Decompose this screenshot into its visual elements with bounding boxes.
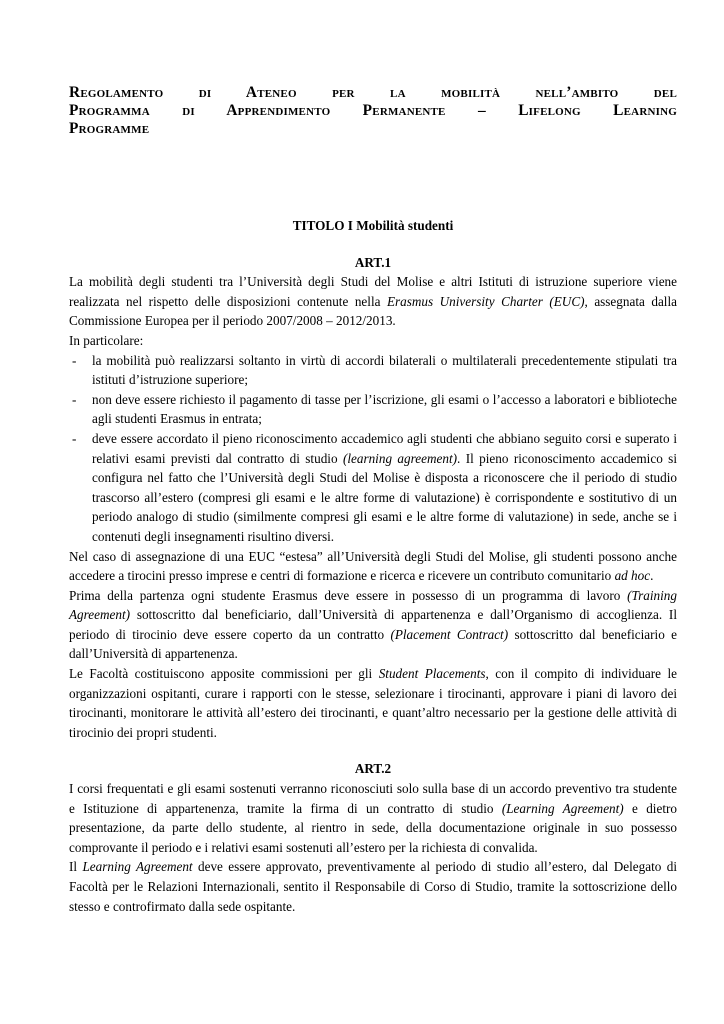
dash-bullet: - — [72, 391, 77, 407]
dash-bullet: - — [72, 352, 77, 368]
title-line-2: Programma di Apprendimento Permanente – Lifelong Learning — [69, 102, 677, 119]
art2-paragraph-2: Il Learning Agreement deve essere approvato, preventivamente al periodo di studio all’estero, dal Delegato di Facoltà per le Relazioni Internazionali, sentito il Responsabile di Corso di Studio, tramite la sottoscrizione dello stesso e controfirmato dalla sede ospitante. — [69, 859, 677, 914]
art1-paragraph-euc: Nel caso di assegnazione di una EUC “estesa” all’Università degli Studi del Molise, gli studenti possono anche accedere a tirocini presso imprese e centri di formazione e ricerca e ricevere un contributo comunitario ad hoc. — [69, 548, 677, 584]
list-item: - la mobilità può realizzarsi soltanto in virtù di accordi bilaterali o multilaterali precedentemente stipulati tra istituti d’istruzione superiore; — [72, 352, 677, 388]
section-title: TITOLO I Mobilità studenti — [292, 218, 454, 233]
document-page — [69, 84, 677, 916]
art1-paragraph-placements: Le Facoltà costituiscono apposite commissioni per gli Student Placements, con il compito di individuare le organizzazioni ospitanti, curare i rapporti con le stesse, selezionare i tirocinanti, approvare i piani di lavoro dei tirocinanti, monitorare le attività all’estero dei tirocinanti, e quant’altro necessario per la gestione delle attività di tirocinio dei propri studenti. — [69, 666, 678, 740]
list-item: - non deve essere richiesto il pagamento di tasse per l’iscrizione, gli esami o l’accesso a laboratori e biblioteche agli studenti Erasmus in entrata; — [72, 391, 677, 427]
title-line-1: Regolamento di Ateneo per la mobilità nell’ambito del — [69, 84, 677, 101]
art1-in-particolare: In particolare: — [69, 332, 144, 348]
art1-list — [69, 351, 677, 547]
list-item: - deve essere accordato il pieno riconoscimento accademico agli studenti che abbiano seguito corsi e superato i relativi esami previsti dal contratto di studio (learning agreement). Il pieno riconoscimento accademico si configura nel fatto che l’Università degli Studi del Molise è disposta a riconoscere che il periodo di studio trascorso all’estero (compresi gli esami e le altre forme di valutazione) è corrispondente e sostitutivo di un periodo analogo di studio (similmente compresi gli esami e le altre forme di valutazione) in sede, anche se i contenuti degli insegnamenti risultino diversi. — [72, 430, 677, 544]
document-title — [69, 84, 677, 138]
title-line-3: Programme — [69, 120, 150, 137]
art1-paragraph-training: Prima della partenza ogni studente Erasmus deve essere in possesso di un programma di lavoro (Training Agreement) sottoscritto dal beneficiario, dall’Università di appartenenza e dall’Organismo di accoglienza. Il periodo di tirocinio deve essere coperto da un contratto (Placement Contract) sottoscritto dal beneficiario e dall’Università di appartenenza. — [69, 587, 678, 662]
art1-intro: La mobilità degli studenti tra l’Università degli Studi del Molise e altri Istituti di istruzione superiore viene realizzata nel rispetto delle disposizioni contenute nella Erasmus University Charter (EUC), assegnata dalla Commissione Europea per il periodo 2007/2008 – 2012/2013. — [69, 274, 677, 329]
art2-heading: ART.2 — [354, 761, 392, 777]
dash-bullet: - — [72, 430, 77, 446]
art2-paragraph-1: I corsi frequentati e gli esami sostenuti verranno riconosciuti solo sulla base di un accordo preventivo tra studente e Istituzione di appartenenza, tramite la firma di un contratto di studio (Learning Agreement) e dietro presentazione, da parte dello studente, al rientro in sede, della documentazione originale in suo possesso comprovante il periodo e i relativi esami sostenuti all’estero per la richiesta di convalida. — [69, 781, 677, 855]
art1-heading: ART.1 — [354, 254, 392, 270]
